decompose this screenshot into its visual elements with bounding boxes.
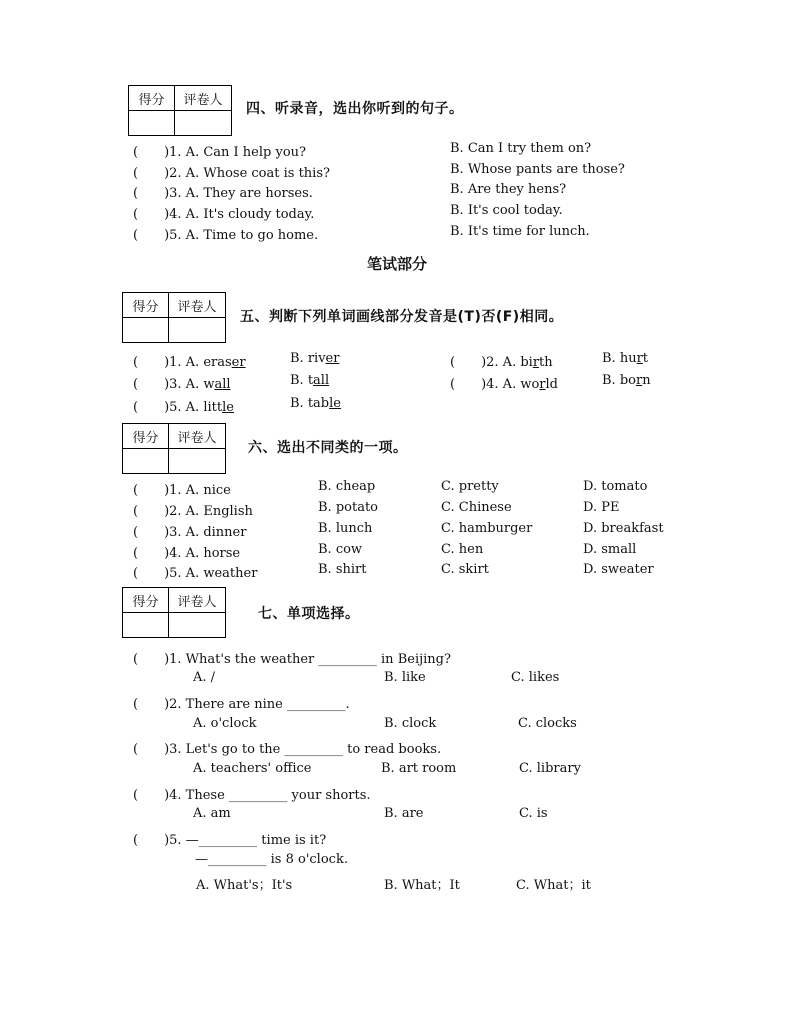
- s6-q1-d: D. tomato: [583, 479, 648, 494]
- s4-q2-b: B. Whose pants are those?: [450, 162, 625, 177]
- s6-q5-c: C. skirt: [441, 562, 489, 577]
- s7-q4-a: A. am: [193, 806, 231, 821]
- s7-q5: ( )5. —_________ time is it?: [133, 833, 327, 848]
- s5-q4-tail: ld: [545, 377, 558, 392]
- s5-q2-b-text: B. hu: [602, 351, 637, 366]
- s5-q3: [133, 373, 231, 392]
- s5-q3-b-text: B. t: [290, 373, 314, 388]
- s7-q2-c: C. clocks: [518, 716, 577, 731]
- s5-q2-underlined: r: [532, 355, 540, 370]
- score-cell: [129, 111, 175, 136]
- grader-cell: [175, 111, 232, 136]
- s6-q1-c: C. pretty: [441, 479, 499, 494]
- s4-q4: ( )4. A. It's cloudy today.: [133, 207, 315, 222]
- grader-label: 评卷人: [169, 424, 226, 449]
- s5-q2-b-underlined: r: [636, 351, 643, 366]
- s6-q4-c: C. hen: [441, 542, 484, 557]
- score-cell: [123, 318, 169, 343]
- s5-q2-b: [602, 351, 648, 366]
- section-7-title: 七、单项选择。: [258, 606, 360, 622]
- score-label: 得分: [123, 293, 169, 318]
- score-box-s6: [122, 423, 226, 474]
- s5-q4-b-text: B. bo: [602, 373, 636, 388]
- score-label: 得分: [129, 86, 175, 111]
- s5-q4-b-underlined: r: [635, 373, 643, 388]
- s7-q1: ( )1. What's the weather _________ in Beijing?: [133, 652, 451, 667]
- s5-q2: [450, 351, 553, 370]
- s6-q3-d: D. breakfast: [583, 521, 664, 536]
- s6-q5-d: D. sweater: [583, 562, 654, 577]
- score-box-s7: [122, 587, 226, 638]
- section-4-title: 四、听录音，选出你听到的句子。: [246, 101, 464, 117]
- s4-q3-b: B. Are they hens?: [450, 182, 567, 197]
- s7-q5-b: B. What；It: [384, 878, 460, 893]
- s6-q5-a: ( )5. A. weather: [133, 566, 258, 581]
- s5-q3-b: [290, 373, 329, 388]
- s7-q3-b: B. art room: [381, 761, 457, 776]
- s6-q2-b: B. potato: [318, 500, 378, 515]
- s5-q4-b: [602, 373, 651, 388]
- s5-q4-b-tail: n: [642, 373, 651, 388]
- s4-q3: ( )3. A. They are horses.: [133, 186, 313, 201]
- s7-q1-b: B. like: [384, 670, 426, 685]
- s5-q2-tail: th: [539, 355, 553, 370]
- s5-q1-b-underlined: er: [325, 351, 340, 366]
- s6-q3-c: C. hamburger: [441, 521, 533, 536]
- s7-q2-b: B. clock: [384, 716, 437, 731]
- s4-q1-b: B. Can I try them on?: [450, 141, 592, 156]
- s5-q2-text: ( )2. A. bi: [450, 355, 533, 370]
- grader-cell: [169, 318, 226, 343]
- section-6-title: 六、选出不同类的一项。: [248, 440, 408, 456]
- s6-q2-c: C. Chinese: [441, 500, 512, 515]
- s5-q5-text: ( )5. A. litt: [133, 400, 223, 415]
- s7-q5-line2: —_________ is 8 o'clock.: [195, 852, 348, 867]
- s7-q2-a: A. o'clock: [193, 716, 257, 731]
- s7-q2: ( )2. There are nine _________.: [133, 697, 350, 712]
- s5-q1-underlined: er: [231, 355, 246, 370]
- s5-q1-b-text: B. riv: [290, 351, 326, 366]
- s5-q5: [133, 396, 234, 415]
- s6-q4-b: B. cow: [318, 542, 363, 557]
- score-cell: [123, 613, 169, 638]
- s5-q1: [133, 351, 246, 370]
- grader-label: 评卷人: [169, 293, 226, 318]
- score-label: 得分: [123, 588, 169, 613]
- s5-q4: [450, 373, 558, 392]
- s5-q3-text: ( )3. A. w: [133, 377, 215, 392]
- s5-q5-b-underlined: le: [329, 396, 341, 411]
- s7-q5-a: A. What's；It's: [196, 878, 293, 893]
- s6-q1-a: ( )1. A. nice: [133, 483, 231, 498]
- s6-q4-a: ( )4. A. horse: [133, 546, 241, 561]
- s7-q4: ( )4. These _________ your shorts.: [133, 788, 371, 803]
- written-part-title: 笔试部分: [366, 255, 427, 273]
- section-5-title: 五、判断下列单词画线部分发音是(T)否(F)相同。: [240, 309, 564, 325]
- s7-q3-a: A. teachers' office: [193, 761, 312, 776]
- s7-q1-a: A. /: [193, 670, 216, 685]
- s5-q4-underlined: r: [539, 377, 546, 392]
- s7-q4-b: B. are: [384, 806, 424, 821]
- s5-q5-b: [290, 396, 341, 411]
- s6-q3-a: ( )3. A. dinner: [133, 525, 247, 540]
- s6-q1-b: B. cheap: [318, 479, 376, 494]
- s5-q3-underlined: all: [214, 377, 231, 392]
- s4-q4-b: B. It's cool today.: [450, 203, 563, 218]
- grader-label: 评卷人: [169, 588, 226, 613]
- s5-q2-b-tail: t: [642, 351, 649, 366]
- s6-q2-d: D. PE: [583, 500, 620, 515]
- grader-cell: [169, 449, 226, 474]
- s4-q2: ( )2. A. Whose coat is this?: [133, 166, 330, 181]
- s7-q3: ( )3. Let's go to the _________ to read books.: [133, 742, 442, 757]
- s5-q1-b: [290, 351, 339, 366]
- score-box-s4: [128, 85, 232, 136]
- s5-q5-underlined: le: [222, 400, 234, 415]
- s5-q4-text: ( )4. A. wo: [450, 377, 540, 392]
- score-label: 得分: [123, 424, 169, 449]
- s5-q1-text: ( )1. A. eras: [133, 355, 232, 370]
- s6-q4-d: D. small: [583, 542, 637, 557]
- s5-q3-b-underlined: all: [313, 373, 330, 388]
- s4-q1: ( )1. A. Can I help you?: [133, 145, 306, 160]
- s6-q2-a: ( )2. A. English: [133, 504, 253, 519]
- score-cell: [123, 449, 169, 474]
- s7-q5-c: C. What；it: [516, 878, 591, 893]
- s6-q5-b: B. shirt: [318, 562, 367, 577]
- s5-q5-b-text: B. tab: [290, 396, 330, 411]
- s7-q3-c: C. library: [519, 761, 581, 776]
- grader-label: 评卷人: [175, 86, 232, 111]
- s7-q4-c: C. is: [519, 806, 548, 821]
- s6-q3-b: B. lunch: [318, 521, 373, 536]
- s7-q1-c: C. likes: [511, 670, 560, 685]
- s4-q5-b: B. It's time for lunch.: [450, 224, 590, 239]
- score-box-s5: [122, 292, 226, 343]
- grader-cell: [169, 613, 226, 638]
- s4-q5: ( )5. A. Time to go home.: [133, 228, 319, 243]
